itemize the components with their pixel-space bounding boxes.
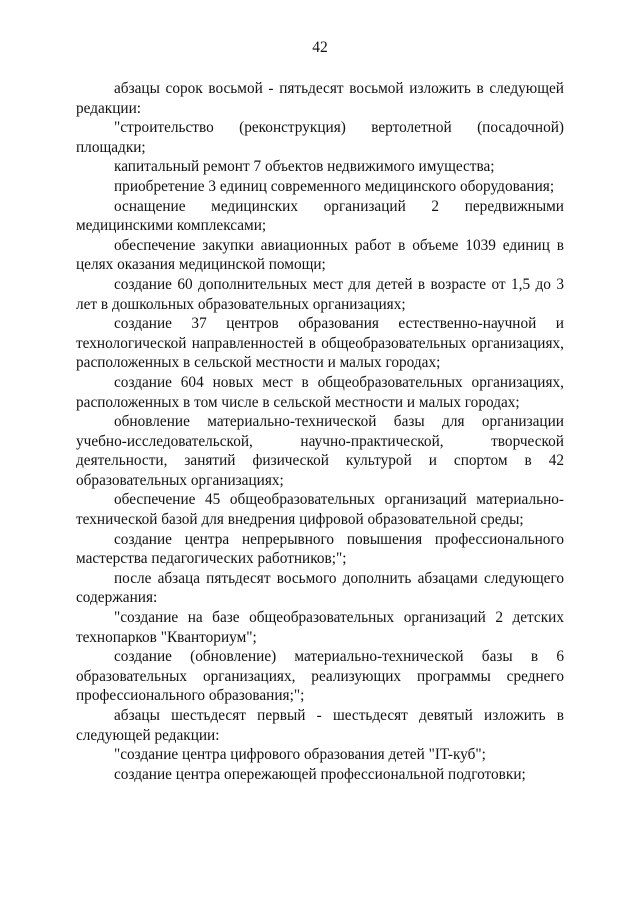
paragraph: обновление материально-технической базы для организации учебно-исследовательской, научно-практической, творческой деятельности, занятий физической культурой и спортом в 42 образовательных организациях; [76,413,564,489]
paragraph: абзацы шестьдесят первый - шестьдесят девятый изложить в следующей редакции: [76,707,564,744]
paragraph: создание центра непрерывного повышения профессионального мастерства педагогических работников;"; [76,530,564,568]
paragraph: создание центра опережающей профессиональной подготовки; [114,765,526,783]
paragraph: "создание центра цифрового образования детей "IT-куб"; [114,746,486,764]
paragraph: капитальный ремонт 7 объектов недвижимого имущества; [114,158,495,176]
paragraph: создание 60 дополнительных мест для детей в возрасте от 1,5 до 3 лет в дошкольных образовательных организациях; [76,275,564,313]
paragraph: после абзаца пятьдесят восьмого дополнить абзацами следующего содержания: [76,569,564,607]
paragraph: создание 37 центров образования естественно-научной и технологической направленностей в общеобразовательных организациях, расположенных в сельской местности и малых городах; [76,315,564,372]
document-body [76,79,564,784]
paragraph: "создание на базе общеобразовательных организаций 2 детских технопарков "Кванториум"; [76,609,564,646]
page-number: 42 [312,39,328,56]
paragraph: абзацы сорок восьмой - пятьдесят восьмой изложить в следующей редакции: [76,80,564,117]
paragraph: "строительство (реконструкция) вертолетной (посадочной) площадки; [76,119,564,156]
paragraph: оснащение медицинских организаций 2 передвижными медицинскими комплексами; [76,197,564,235]
paragraph: обеспечение закупки авиационных работ в объеме 1039 единиц в целях оказания медицинской помощи; [76,236,564,274]
paragraph: создание (обновление) материально-технической базы в 6 образовательных организациях, реализующих программы среднего профессионального образования;"; [76,648,564,705]
paragraph: приобретение 3 единиц современного медицинского оборудования; [114,177,555,195]
paragraph: создание 604 новых мест в общеобразовательных организациях, расположенных в том числе в сельской местности и малых городах; [76,373,564,411]
paragraph: обеспечение 45 общеобразовательных организаций материально-технической базой для внедрения цифровой образовательной среды; [76,491,564,529]
